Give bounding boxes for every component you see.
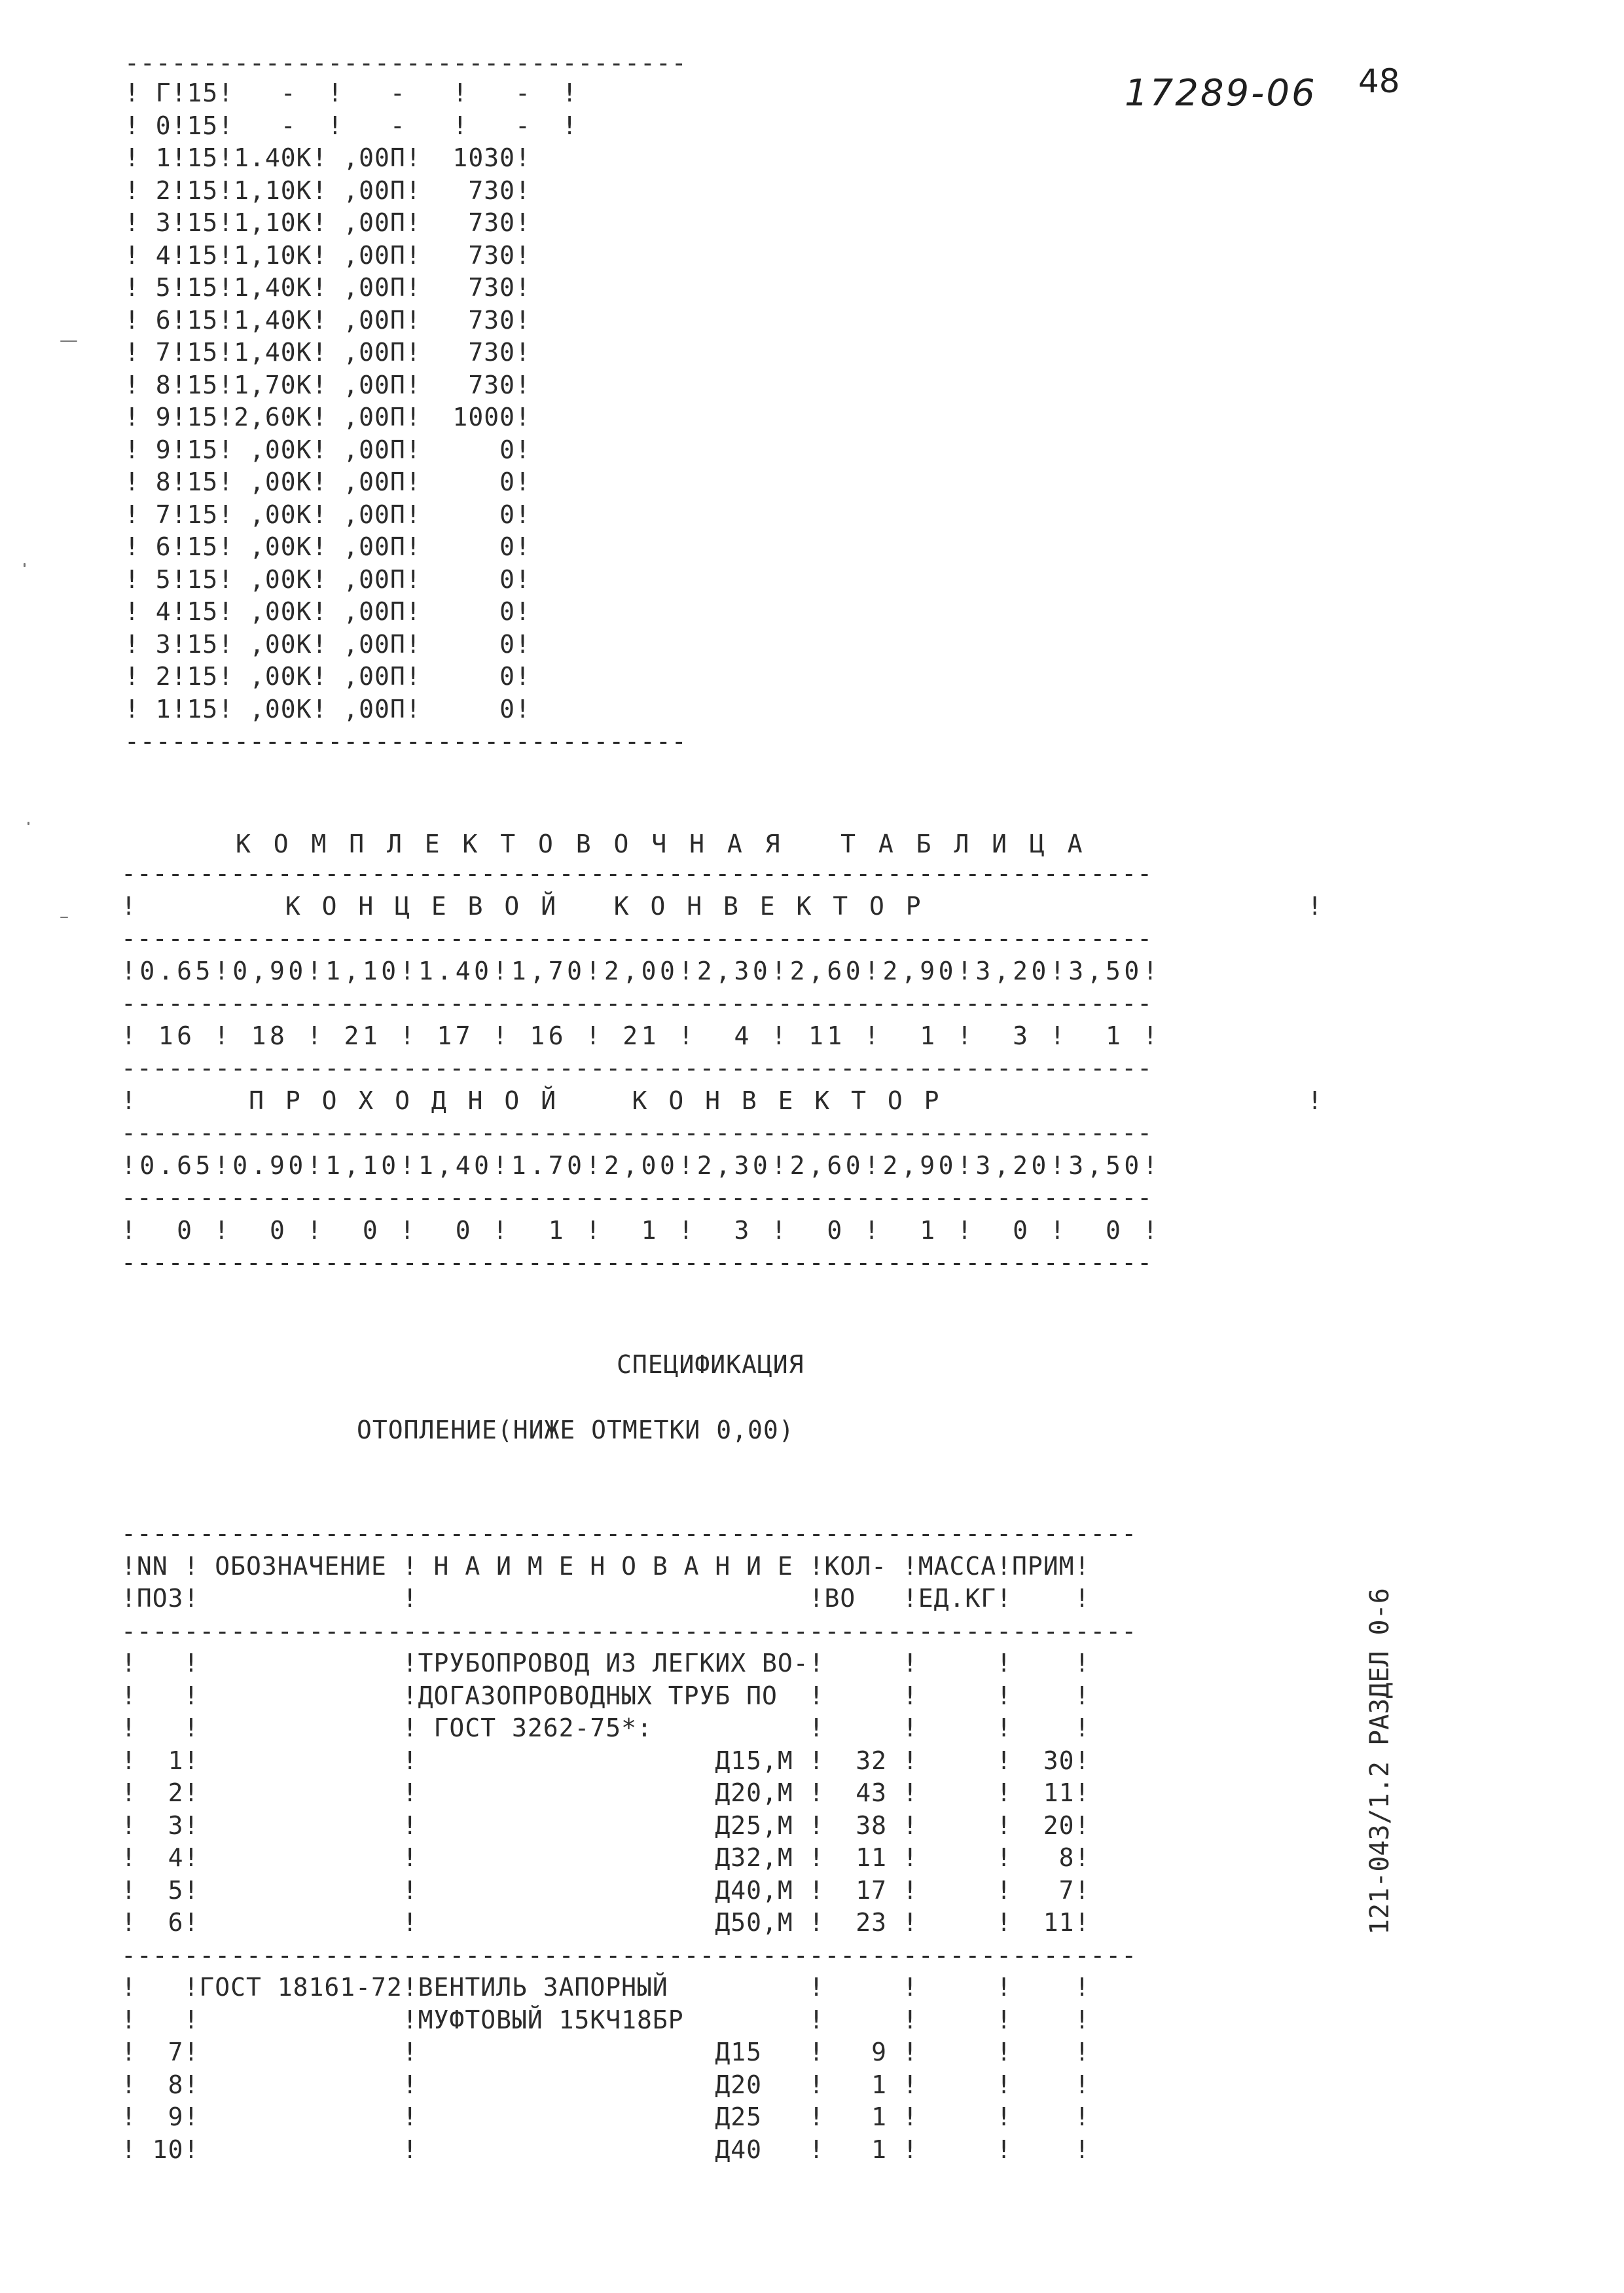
top-table-row: ! 5!15! ,00К! ,00П! 0! [124, 564, 531, 594]
spec-header-row: !ПОЗ! ! !ВО !ЕД.КГ! ! [121, 1584, 1091, 1613]
end-convector-counts: ! 16 ! 18 ! 21 ! 17 ! 16 ! 21 ! 4 ! 11 ! 1 ! 3 ! 1 ! [121, 1021, 1162, 1050]
completion-rule: ------------------------------------------------------------------ [121, 1118, 1153, 1147]
spec-table-row: ! 2! ! Д20,М ! 43 ! ! 11! [121, 1778, 1091, 1807]
top-table-row: ! 4!15!1,10К! ,00П! 730! [124, 240, 531, 270]
spec-table-row: ! 1! ! Д15,М ! 32 ! ! 30! [121, 1746, 1091, 1775]
completion-rule: ------------------------------------------------------------------ [121, 924, 1153, 953]
top-table-row: ! 9!15! ,00К! ,00П! 0! [124, 435, 531, 464]
spec-rule: ----------------------------------------------------------------- [121, 1940, 1138, 1970]
top-table-row: ! 0!15! - ! - ! - ! [124, 111, 578, 140]
spec-table-row: ! 10! ! Д40 ! 1 ! ! ! [121, 2135, 1091, 2164]
specification-title: СПЕЦИФИКАЦИЯ [617, 1350, 804, 1379]
through-convector-row: ! П Р О Х О Д Н О Й К О Н В Е К Т О Р ! [121, 1086, 1326, 1115]
margin-stamp: 121-043/1.2 РАЗДЕЛ 0-6 [1365, 1588, 1395, 1935]
spec-table-row: ! 5! ! Д40,М ! 17 ! ! 7! [121, 1875, 1091, 1905]
top-table-rule-top: ------------------------------------ [124, 48, 687, 77]
spec-table-row: ! !ГОСТ 18161-72!ВЕНТИЛЬ ЗАПОРНЫЙ ! ! ! ! [121, 1973, 1091, 2002]
spec-table-row: ! ! !ТРУБОПРОВОД ИЗ ЛЕГКИХ ВО-! ! ! ! [121, 1649, 1091, 1678]
spec-table-row: ! 8! ! Д20 ! 1 ! ! ! [121, 2070, 1091, 2099]
spec-table-row: ! 9! ! Д25 ! 1 ! ! ! [121, 2102, 1091, 2131]
through-convector-sizes: !0.65!0.90!1,10!1,40!1.70!2,00!2,30!2,60!2,90!3,20!3,50! [121, 1150, 1162, 1180]
top-table-row: ! 3!15! ,00К! ,00П! 0! [124, 629, 531, 659]
specification-subtitle: ОТОПЛЕНИЕ(НИЖЕ ОТМЕТКИ 0,00) [357, 1416, 795, 1444]
completion-rule: ------------------------------------------------------------------ [121, 989, 1153, 1018]
top-table-row: ! 8!15!1,70К! ,00П! 730! [124, 370, 531, 399]
completion-rule: ------------------------------------------------------------------ [121, 859, 1153, 888]
top-table-row: ! 9!15!2,60К! ,00П! 1000! [124, 403, 531, 431]
top-table-rule-bottom: ------------------------------------ [124, 727, 687, 756]
spec-rule: ----------------------------------------------------------------- [121, 1616, 1138, 1645]
scan-speck [60, 917, 68, 918]
scan-speck [27, 822, 29, 825]
spec-table-row: ! 4! ! Д32,М ! 11 ! ! 8! [121, 1843, 1091, 1872]
top-table-row: ! 6!15!1,40К! ,00П! 730! [124, 305, 531, 335]
top-table-row: ! 6!15! ,00К! ,00П! 0! [124, 532, 531, 561]
through-convector-counts: ! 0 ! 0 ! 0 ! 0 ! 1 ! 1 ! 3 ! 0 ! 1 ! 0 ! 0 ! [121, 1215, 1162, 1245]
specification-table [121, 1518, 1137, 2166]
top-table-row: ! 7!15!1,40К! ,00П! 730! [124, 338, 531, 367]
top-table-row: ! Г!15! - ! - ! - ! [124, 79, 578, 107]
scan-speck [60, 340, 77, 342]
spec-group-pipes [121, 1647, 1137, 1939]
page-number: 48 [1358, 62, 1400, 100]
completion-rule: ------------------------------------------------------------------ [121, 1248, 1153, 1277]
end-convector-sizes: !0.65!0,90!1,10!1.40!1,70!2,00!2,30!2,60!2,90!3,20!3,50! [121, 956, 1162, 985]
end-convector-row: ! К О Н Ц Е В О Й К О Н В Е К Т О Р ! [121, 891, 1326, 921]
scan-speck [24, 563, 26, 567]
spec-table-row: ! ! !МУФТОВЫЙ 15КЧ18БР ! ! ! ! [121, 2005, 1091, 2034]
top-table-row: ! 3!15!1,10К! ,00П! 730! [124, 208, 531, 237]
spec-table-row: ! 7! ! Д15 ! 9 ! ! ! [121, 2038, 1091, 2066]
top-table-row: ! 4!15! ,00К! ,00П! 0! [124, 597, 531, 626]
spec-group-valves [121, 1972, 1137, 2166]
spec-header-row: !NN ! ОБОЗНАЧЕНИЕ ! Н А И М Е Н О В А Н И Е !КОЛ- !МАССА!ПРИМ! [121, 1551, 1091, 1581]
top-table-row: ! 2!15! ,00К! ,00П! 0! [124, 662, 531, 691]
document-number: 17289-06 [1125, 72, 1317, 115]
top-table-row: ! 1!15!1.40К! ,00П! 1030! [124, 143, 531, 172]
completion-rule: ------------------------------------------------------------------ [121, 1054, 1153, 1082]
top-table-row: ! 7!15! ,00К! ,00П! 0! [124, 500, 531, 529]
completion-rule: ------------------------------------------------------------------ [121, 1183, 1153, 1212]
top-table-row: ! 8!15! ,00К! ,00П! 0! [124, 468, 531, 496]
top-table-row: ! 1!15! ,00К! ,00П! 0! [124, 694, 531, 724]
spec-table-row: ! ! ! ГОСТ 3262-75*: ! ! ! ! [121, 1714, 1091, 1742]
spec-rule: ----------------------------------------------------------------- [121, 1519, 1138, 1548]
top-table-row: ! 2!15!1,10К! ,00П! 730! [124, 175, 531, 205]
spec-table-row: ! ! !ДОГАЗОПРОВОДНЫХ ТРУБ ПО ! ! ! ! [121, 1681, 1091, 1710]
completion-table-title: К О М П Л Е К Т О В О Ч Н А Я Т А Б Л И Ц А [236, 830, 1087, 858]
top-table [124, 77, 577, 725]
spec-table-row: ! 3! ! Д25,М ! 38 ! ! 20! [121, 1810, 1091, 1840]
top-table-row: ! 5!15!1,40К! ,00П! 730! [124, 273, 531, 302]
completion-table [121, 858, 1326, 1279]
spec-table-row: ! 6! ! Д50,М ! 23 ! ! 11! [121, 1908, 1091, 1937]
